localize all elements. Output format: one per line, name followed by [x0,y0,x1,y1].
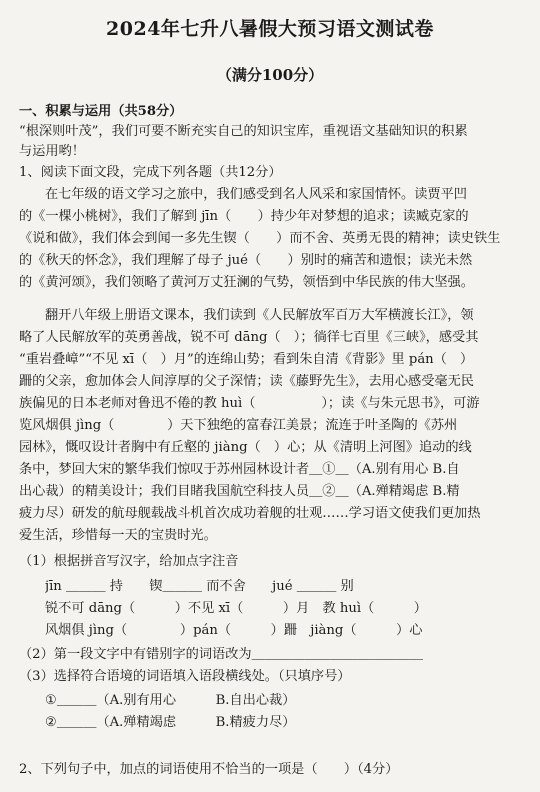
full-score-note: （满分100分） [216,66,324,84]
subquestion-2: （2）第一段文字中有错别字的词语改为＿＿＿＿＿＿＿＿＿＿＿＿＿ [19,647,424,662]
passage-line: 在七年级的语文学习之旅中，我们感受到名人风采和家国情怀。读贾平凹 [45,187,467,202]
subquestion-1: （1）根据拼音写汉字，给加点字注音 [19,554,239,569]
passage-line: 疲力尽）研发的航母舰载战斗机首次成功着舰的壮观……学习语文使我们更加热 [19,506,481,521]
choice-row: ②＿＿＿（A.殚精竭虑 B.精疲力尽） [45,715,296,730]
passage-line: 翻开八年级上册语文课本，我们读到《人民解放军百万大军横渡长江》，领 [45,308,474,323]
choice-row: ①＿＿＿（A.别有用心 B.自出心裁） [45,693,296,708]
passage-line: 的《黄河颂》，我们领略了黄河万丈狂澜的气势，领悟到中华民族的伟大坚强。 [19,275,474,290]
passage-line: 览风烟俱 jìng（ ）天下独绝的富春江美景；流连于叶圣陶的《苏州 [19,418,458,433]
passage-line: 爱生活，珍惜每一天的宝贵时光。 [19,528,217,543]
pinyin-row: 风烟俱 jìng（ ）pán（ ）跚 jiàng（ ）心 [45,623,423,638]
section-intro-line-2: 与运用哟！ [19,144,85,159]
question-1-heading: 1、阅读下面文段，完成下列各题（共12分） [19,165,282,180]
passage-line: 条中，梦回大宋的繁华我们惊叹于苏州园林设计者＿①＿（A.别有用心 B.自 [19,462,460,477]
passage-line: 略了人民解放军的英勇善战，锐不可 dāng（ ）；徜徉七百里《三峡》，感受其 [19,330,479,345]
section-intro-line-1: “根深则叶茂”，我们可要不断充实自己的知识宝库，重视语文基础知识的积累 [19,124,468,139]
passage-line: 《说和做》，我们体会到闻一多先生锲（ ）而不舍、英勇无畏的精神；读史铁生 [19,231,501,246]
passage-line: 出心裁）的精美设计；我们目睹我国航空科技人员＿②＿（A.殚精竭虑 B.精 [19,484,460,499]
pinyin-row: 锐不可 dāng（ ）不见 xī（ ）月 教 huì（ ） [45,601,427,616]
subquestion-3: （3）选择符合语境的词语填入语段横线处。（只填序号） [19,669,351,684]
passage-line: 的《一棵小桃树》，我们了解到 jīn（ ）持少年对梦想的追求；读臧克家的 [19,209,469,224]
section-heading: 一、积累与运用（共58分） [19,104,183,119]
page-title: 2024年七升八暑假大预习语文测试卷 [106,18,434,40]
passage-line: 园林》，慨叹设计者胸中有丘壑的 jiàng（ ）心；从《清明上河图》追动的线 [19,440,472,455]
passage-line: 跚的父亲，愈加体会人间淳厚的父子深情；读《藤野先生》，去用心感受毫无民 [19,374,474,389]
passage-line: 的《秋天的怀念》，我们理解了母子 jué（ ）别时的痛苦和遗恨；读光未然 [19,253,473,268]
question-2-heading: 2、下列句子中，加点的词语使用不恰当的一项是（ ）（4分） [19,762,399,777]
pinyin-row: jīn ＿＿＿ 持 锲＿＿＿ 而不舍 jué ＿＿＿ 别 [45,579,354,594]
passage-line: “重岩叠嶂”“不见 xī（ ）月”的连绵山势；看到朱自清《背影》里 pán（ ） [19,352,474,367]
passage-line: 族偏见的日本老师对鲁迅不倦的教 huì（ ）；读《与朱元思书》，可游 [19,396,480,411]
